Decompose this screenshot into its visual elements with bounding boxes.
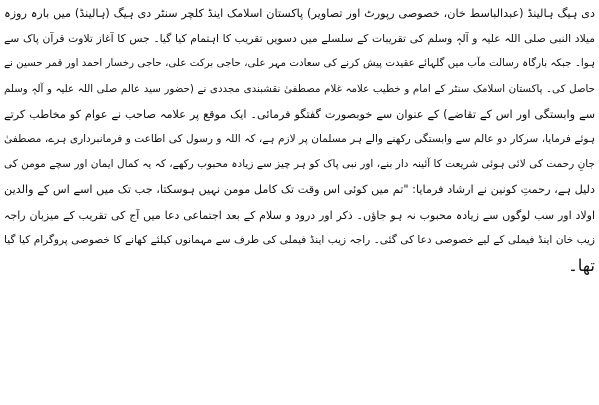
article-line-5: سے وابستگی اور اس کے تقاضے) کے عنوان سے خوبصورت گفتگو فرمائی۔ ایک موقع پر علامہ صاحب نے عوام کو مخاطب کرتے	[4, 107, 595, 121]
article-line-4: حاصل کی۔ پاکستان اسلامک سنٹر کے امام و خطیب علامہ غلام مصطفیٰ نقشبندی مجددی نے (حضور سید عالم صلی اللہ علیہ و آلہٖ وسلم	[4, 82, 595, 95]
article-line-8: دلیل ہے، رحمتِ کونین نے ارشاد فرمایا: "تم میں کوئی اس وقت تک کامل مومن نہیں ہوسکتا، جب تک میں اسے اس کے والدین	[4, 183, 595, 197]
news-article	[4, 1, 595, 404]
article-line-9: اولاد اور سب لوگوں سے زیادہ محبوب نہ ہو جاؤں۔ ذکر اور درود و سلام کے بعد اجتماعی دعا میں آج کی تقریب کے میزبان راجہ	[4, 208, 595, 222]
article-line-3: ہوا۔ جبکہ بارگاہ رسالت مآب میں گلہائے عقیدت پیش کرنے کی سعادت مہر علی، حاجی برکت علی، حاجی رخسار احمد اور قمر حسین نے	[4, 57, 595, 70]
article-line-10: زیب خان اینڈ فیملی کے لیے خصوصی دعا کی گئی۔ راجہ زیب اینڈ فیملی کی طرف سے مہمانوں کیلئے کھانے کا خصوصی پروگرام کیا گیا	[4, 233, 595, 246]
article-line-7: جانِ رحمت کی لائی ہوئی شریعت کا آئینہ دار بنے، اور نبی پاک کو ہر چیز سے زیادہ محبوب رکھے، کہ یہ کمال ایمان اور سچے مومن کی	[4, 158, 595, 171]
article-line-1: دی ہیگ ہالینڈ (عبدالباسط خان، خصوصی رپورٹ اور تصاویر) پاکستان اسلامک اینڈ کلچر سنٹر دی ہیگ (ہالینڈ) میں بارہ روزہ	[4, 7, 595, 20]
article-line-2: میلاد النبی صلی اللہ علیہ و آلہٖ وسلم کی تقریبات کے سلسلے میں دسویں تقریب کا اہتمام کیا گیا۔ جس کا آغاز تلاوت قرآن پاک سے	[4, 32, 595, 46]
article-line-6: ہوئے فرمایا، سرکار دو عالم سے وابستگی رکھنے والے ہر مسلمان پر لازم ہے، کہ اللہ و رسول کی اطاعت و فرمانبرداری ہرے، مصطفیٰ	[4, 132, 595, 145]
article-line-11: تھا۔	[568, 255, 595, 275]
